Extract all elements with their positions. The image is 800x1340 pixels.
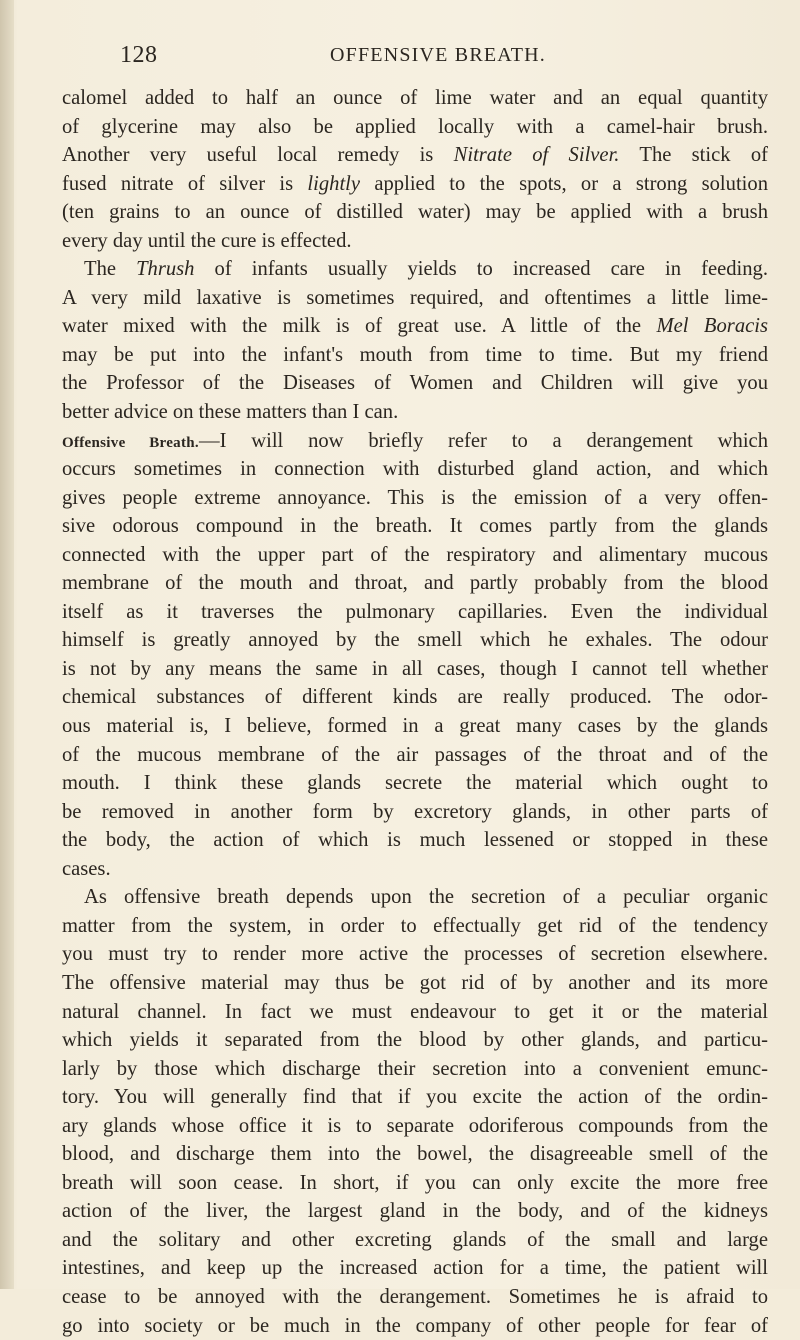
body-text: [62, 84, 768, 1340]
page-header: [120, 42, 660, 72]
running-title: OFFENSIVE BREATH.: [330, 44, 546, 66]
text-line: go into society or be much in the company of other people for fear of: [62, 1314, 768, 1337]
text-line: himself is greatly annoyed by the smell which he exhales. The odour: [62, 629, 768, 652]
page-number: 128: [120, 42, 158, 68]
text-line: ous material is, I believe, formed in a great many cases by the glands: [62, 715, 768, 738]
text-line: water mixed with the milk is of great use. A little of the Mel Boracis: [62, 315, 768, 338]
text-line: matter from the system, in order to effectually get rid of the tendency: [62, 914, 768, 937]
page-gutter: [0, 0, 14, 1289]
text-line: better advice on these matters than I can.: [62, 401, 399, 424]
italic-term: Thrush: [136, 258, 195, 281]
text-line: chemical substances of different kinds are really produced. The odor-: [62, 686, 768, 709]
text-line: sive odorous compound in the breath. It comes partly from the glands: [62, 515, 768, 538]
text-line: As offensive breath depends upon the secretion of a peculiar organic: [84, 886, 768, 909]
text-line: may be put into the infant's mouth from time to time. But my friend: [62, 343, 768, 366]
text-line: itself as it traverses the pulmonary capillaries. Even the individual: [62, 600, 768, 623]
text-line: fused nitrate of silver is lightly applied to the spots, or a strong solution: [62, 172, 768, 195]
text-line: mouth. I think these glands secrete the material which ought to: [62, 772, 768, 795]
text-line: which yields it separated from the blood by other glands, and particu-: [62, 1029, 768, 1052]
text-line: Another very useful local remedy is Nitrate of Silver. The stick of: [62, 144, 768, 167]
italic-term: lightly: [307, 172, 361, 195]
text-line: occurs sometimes in connection with disturbed gland action, and which: [62, 458, 768, 481]
text-line: cease to be annoyed with the derangement. Sometimes he is afraid to: [62, 1285, 768, 1308]
italic-term: Mel Boracis: [656, 315, 768, 338]
text-line: natural channel. In fact we must endeavour to get it or the material: [62, 1000, 768, 1023]
italic-term: Nitrate of Silver.: [453, 144, 620, 167]
text-line: connected with the upper part of the respiratory and alimentary mucous: [62, 543, 768, 566]
text-line: The offensive material may thus be got rid of by another and its more: [62, 971, 768, 994]
text-line: the Professor of the Diseases of Women and Children will give you: [62, 372, 768, 395]
text-line: action of the liver, the largest gland in the body, and of the kidneys: [62, 1200, 768, 1223]
text-line: larly by those which discharge their secretion into a convenient emunc-: [62, 1057, 768, 1080]
text-line: of glycerine may also be applied locally with a camel-hair brush.: [62, 115, 768, 138]
text-line: of the mucous membrane of the air passages of the throat and of the: [62, 743, 768, 766]
text-line: intestines, and keep up the increased action for a time, the patient will: [62, 1257, 768, 1280]
text-line: blood, and discharge them into the bowel, the disagreeable smell of the: [62, 1143, 768, 1166]
text-line: (ten grains to an ounce of distilled water) may be applied with a brush: [62, 201, 768, 224]
text-line: breath will soon cease. In short, if you can only excite the more free: [62, 1171, 768, 1194]
text-line: calomel added to half an ounce of lime water and an equal quantity: [62, 87, 768, 109]
text-line: be removed in another form by excretory glands, in other parts of: [62, 800, 768, 823]
text-line: you must try to render more active the processes of secretion elsewhere.: [62, 943, 768, 966]
text-line: every day until the cure is effected.: [62, 229, 352, 252]
text-line: The Thrush of infants usually yields to increased care in feeding.: [84, 258, 768, 281]
text-line: membrane of the mouth and throat, and partly probably from the blood: [62, 572, 768, 595]
text-line: A very mild laxative is sometimes required, and oftentimes a little lime-: [62, 286, 768, 309]
text-line: tory. You will generally find that if you excite the action of the ordin-: [62, 1086, 768, 1109]
text-line: and the solitary and other excreting glands of the small and large: [62, 1228, 768, 1251]
text-line: Offensive Breath.—I will now briefly refer to a derangement which: [62, 429, 768, 452]
section-sidehead: Offensive Breath.: [62, 434, 199, 451]
text-line: is not by any means the same in all cases, though I cannot tell whether: [62, 657, 768, 680]
text-line: cases.: [62, 857, 111, 880]
text-line: gives people extreme annoyance. This is the emission of a very offen-: [62, 486, 768, 509]
text-line: the body, the action of which is much lessened or stopped in these: [62, 829, 768, 852]
text-line: ary glands whose office it is to separate odoriferous compounds from the: [62, 1114, 768, 1137]
